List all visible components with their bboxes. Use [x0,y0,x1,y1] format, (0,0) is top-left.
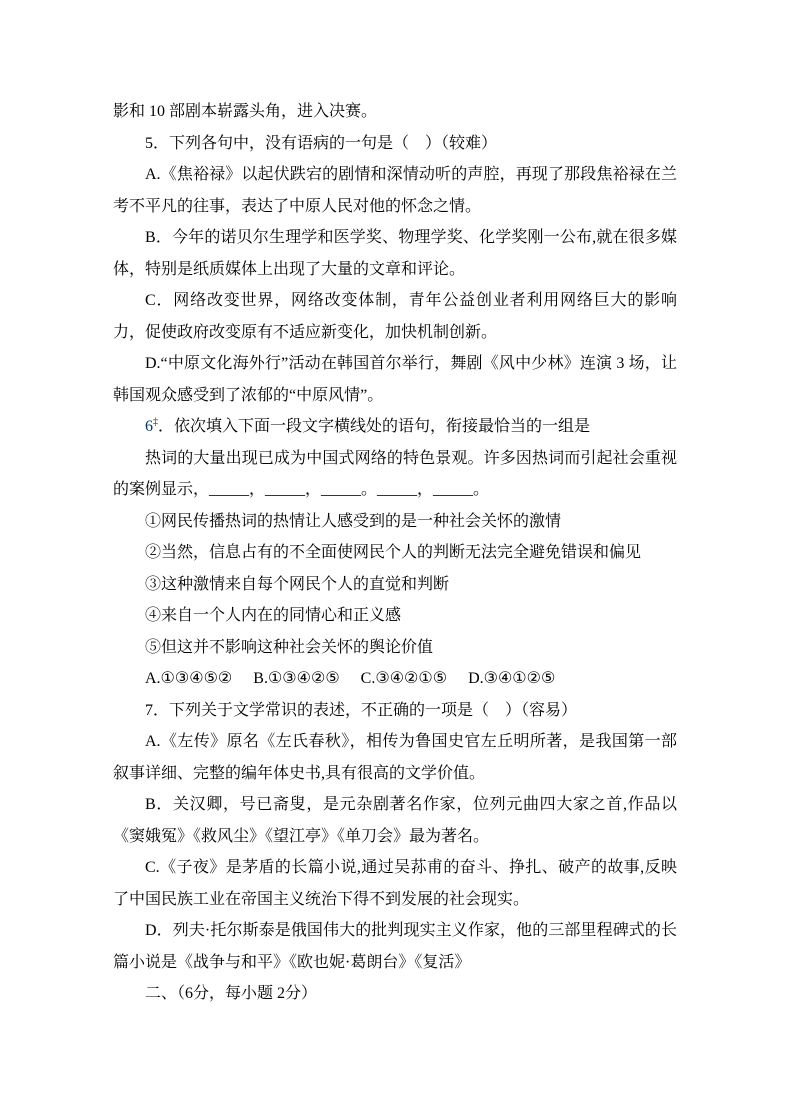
q6-question-number: 6 [145,418,153,435]
q6-item-1: ①网民传播热词的热情让人感受到的是一种社会关怀的激情 [145,512,562,530]
q7-option-c: C.《子夜》是茅盾的长篇小说,通过吴荪甫的奋斗、挣扎、破产的故事,反映了中国民族工业在帝国主义统治下得不到发展的社会现实。 [113,859,677,908]
q6-item-4: ④来自一个人内在的同情心和正义感 [145,607,402,624]
q6-choice-b: B.①③④②⑤ [253,670,340,687]
q6-choice-c: C.③④②①⑤ [360,670,448,687]
q6-stem-text: ．依次填入下面一段文字横线处的语句，衔接最恰当的一组是 [158,418,591,435]
q5-option-d: D.“中原文化海外行”活动在韩国首尔举行，舞剧《风中少林》连演 3 场，让韩国观众感受到了浓郁的“中原风情”。 [113,355,677,404]
q7-option-a: A.《左传》原名《左氏春秋》，相传为鲁国史官左丘明所著，是我国第一部叙事详细、完整的编年体史书,具有很高的文学价值。 [113,733,677,782]
q6-stem [113,411,677,443]
q5-option-c: C．网络改变世界，网络改变体制，青年公益创业者利用网络巨大的影响力，促使政府改变原有不适应新变化，加快机制创新。 [113,292,677,341]
exam-text-body [113,96,677,1010]
section-two-heading: 二、（6分，每小题 2分） [145,985,318,1002]
q6-footnote-marker-icon: ‡ [153,416,158,428]
q7-option-b: B．关汉卿，号已斋叟，是元杂剧著名作家，位列元曲四大家之首,作品以《窦娥冤》《救风尘》《望江亭》《单刀会》最为著名。 [113,796,677,845]
q5-option-b: B．今年的诺贝尔生理学和医学奖、物理学奖、化学奖刚一公布,就在很多媒体，特别是纸质媒体上出现了大量的文章和评论。 [113,229,677,278]
q6-choice-d: D.③④①②⑤ [468,670,556,687]
q5-stem: 5．下列各句中，没有语病的一句是（ ）（较难） [145,134,498,152]
q5-option-a: A.《焦裕禄》以起伏跌宕的剧情和深情动听的声腔，再现了那段焦裕禄在兰考不平凡的往事，表达了中原人民对他的怀念之情。 [113,166,677,215]
intro-continuation-line: 影和 10 部剧本崭露头角，进入决赛。 [113,103,378,120]
q6-item-2: ②当然，信息占有的不全面使网民个人的判断无法完全避免错误和偏见 [145,544,642,561]
q6-item-3: ③这种激情来自每个网民个人的直觉和判断 [145,575,450,593]
q7-option-d: D．列夫·托尔斯泰是俄国伟大的批判现实主义作家，他的三部里程碑式的长篇小说是《战争与和平》《欧也妮·葛朗台》《复活》 [113,922,677,971]
q7-stem: 7．下列关于文学常识的表述，不正确的一项是（ ）（容易） [145,701,578,719]
q6-passage: 热词的大量出现已成为中国式网络的特色景观。许多因热词而引起社会重视的案例显示，_____，_____，_____。_____，_____。 [113,449,677,498]
q6-answer-choices [113,663,677,695]
q6-item-5: ⑤但这并不影响这种社会关怀的舆论价值 [145,638,434,656]
q6-choice-a: A.①③④⑤② [145,670,233,687]
